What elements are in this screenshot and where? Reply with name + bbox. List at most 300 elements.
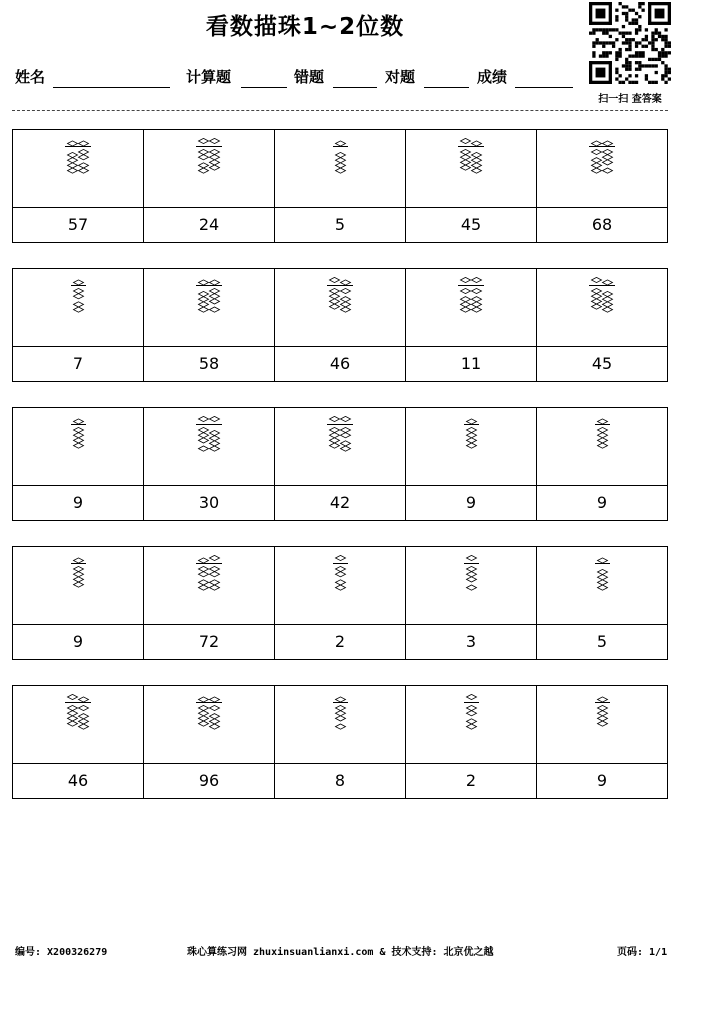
qr-module xyxy=(625,38,628,41)
qr-module xyxy=(651,32,654,35)
abacus-cell[interactable] xyxy=(406,269,537,347)
abacus-bead xyxy=(199,711,209,716)
qr-code xyxy=(585,2,675,84)
abacus-bead xyxy=(79,714,89,719)
qr-module xyxy=(612,28,615,31)
abacus-cell[interactable] xyxy=(144,269,275,347)
qr-module xyxy=(612,41,615,44)
abacus-bead xyxy=(466,566,476,571)
abacus-bead xyxy=(597,427,607,432)
qr-module xyxy=(638,64,641,67)
abacus-bead xyxy=(603,155,613,160)
qr-module xyxy=(632,18,635,21)
number-cell: 42 xyxy=(275,485,406,520)
qr-module xyxy=(619,51,622,54)
abacus-bead xyxy=(210,138,220,143)
abacus-icon xyxy=(325,277,355,313)
qr-module xyxy=(661,74,664,77)
qr-module xyxy=(658,54,661,57)
abacus-bead xyxy=(330,427,340,432)
abacus-icon xyxy=(462,694,481,730)
abacus-bead xyxy=(341,427,351,432)
abacus-bead xyxy=(199,302,209,307)
abacus-bead xyxy=(210,555,220,560)
abacus-bead xyxy=(597,569,607,574)
abacus-cell[interactable] xyxy=(13,408,144,486)
abacus-bead xyxy=(199,280,209,285)
qr-module xyxy=(664,45,667,48)
abacus-icon xyxy=(593,416,612,452)
abacus-bead xyxy=(199,721,209,726)
abacus-bead xyxy=(210,280,220,285)
abacus-cell[interactable] xyxy=(275,269,406,347)
qr-module xyxy=(645,74,648,77)
qr-module xyxy=(635,81,638,84)
abacus-bead xyxy=(199,163,209,168)
qr-module xyxy=(589,61,612,64)
qr-module xyxy=(648,64,651,67)
right-questions-blank[interactable] xyxy=(424,87,469,88)
abacus-bead xyxy=(73,438,83,443)
number-cell: 57 xyxy=(13,207,144,242)
abacus-bead xyxy=(210,572,220,577)
abacus-bead xyxy=(79,719,89,724)
abacus-bead xyxy=(603,168,613,173)
qr-module xyxy=(622,81,625,84)
abacus-bead xyxy=(199,697,209,702)
abacus-bead xyxy=(199,566,209,571)
qr-module xyxy=(632,81,635,84)
abacus-bead xyxy=(597,721,607,726)
abacus-bead xyxy=(466,719,476,724)
total-questions-label: 计算题 xyxy=(186,68,232,86)
abacus-cell[interactable] xyxy=(275,130,406,208)
qr-module xyxy=(638,2,641,5)
qr-module xyxy=(625,32,628,35)
abacus-cell[interactable] xyxy=(13,269,144,347)
qr-module xyxy=(605,28,608,31)
qr-module xyxy=(625,64,628,67)
qr-module xyxy=(628,74,631,77)
qr-module xyxy=(599,41,602,44)
qr-module xyxy=(622,32,625,35)
abacus-bead xyxy=(79,705,89,710)
abacus-cell[interactable] xyxy=(537,408,668,486)
number-cell: 58 xyxy=(144,346,275,381)
abacus-bead xyxy=(210,580,220,585)
qr-module xyxy=(638,28,641,31)
abacus-cell[interactable] xyxy=(537,130,668,208)
abacus-bead xyxy=(79,724,89,729)
abacus-cell[interactable] xyxy=(275,547,406,625)
abacus-bead xyxy=(210,165,220,170)
abacus-bead xyxy=(466,585,476,590)
abacus-bead xyxy=(199,416,209,421)
abacus-bead xyxy=(68,711,78,716)
abacus-bead xyxy=(330,416,340,421)
qr-module xyxy=(596,38,599,41)
score-label: 成绩 xyxy=(477,68,508,86)
qr-module xyxy=(664,74,667,77)
abacus-bead xyxy=(199,585,209,590)
abacus-icon xyxy=(587,138,617,174)
qr-module xyxy=(641,2,644,5)
number-cell: 5 xyxy=(275,207,406,242)
abacus-cell[interactable] xyxy=(275,408,406,486)
abacus-bead xyxy=(210,697,220,702)
abacus-bead xyxy=(597,558,607,563)
qr-module xyxy=(625,18,628,21)
qr-module xyxy=(658,58,661,61)
abacus-bead xyxy=(341,446,351,451)
qr-module xyxy=(641,54,644,57)
abacus-bead xyxy=(597,575,607,580)
abacus-bead xyxy=(466,572,476,577)
qr-module xyxy=(615,9,618,12)
qr-module xyxy=(625,48,628,51)
qr-module xyxy=(635,61,638,64)
abacus-cell[interactable] xyxy=(275,686,406,764)
qr-module xyxy=(622,5,625,8)
qr-module xyxy=(668,2,671,25)
abacus-icon xyxy=(63,138,93,174)
abacus-cell[interactable] xyxy=(13,547,144,625)
abacus-bead xyxy=(472,152,482,157)
abacus-icon xyxy=(69,555,88,591)
abacus-bead xyxy=(68,716,78,721)
qr-module xyxy=(658,35,661,38)
abacus-bead xyxy=(461,288,471,293)
abacus-bead xyxy=(592,277,602,282)
qr-module xyxy=(661,48,664,51)
qr-module xyxy=(589,81,612,84)
qr-module xyxy=(668,68,671,71)
abacus-cell[interactable] xyxy=(406,130,537,208)
qr-module xyxy=(635,45,638,48)
qr-module xyxy=(609,61,612,84)
abacus-cell[interactable] xyxy=(144,408,275,486)
qr-module xyxy=(641,64,644,67)
abacus-bead xyxy=(461,138,471,143)
qr-module xyxy=(645,38,648,41)
abacus-bead xyxy=(472,163,482,168)
abacus-bead xyxy=(597,419,607,424)
abacus-bead xyxy=(335,716,345,721)
wrong-questions-label: 错题 xyxy=(294,68,325,86)
abacus-bead xyxy=(592,294,602,299)
number-cell: 9 xyxy=(406,485,537,520)
abacus-bead xyxy=(466,711,476,716)
abacus-bead xyxy=(466,724,476,729)
abacus-bead xyxy=(73,294,83,299)
qr-module xyxy=(622,35,625,38)
qr-module xyxy=(589,2,592,25)
qr-module xyxy=(655,64,658,67)
qr-module xyxy=(635,12,638,15)
qr-module xyxy=(605,54,608,57)
abacus-bead xyxy=(210,294,220,299)
qr-caption: 扫一扫 查答案 xyxy=(598,94,662,105)
abacus-cell[interactable] xyxy=(144,130,275,208)
qr-module xyxy=(628,48,631,51)
qr-module xyxy=(619,74,622,77)
abacus-cell[interactable] xyxy=(406,686,537,764)
abacus-bead xyxy=(466,694,476,699)
qr-module xyxy=(648,41,651,44)
qr-module xyxy=(609,41,612,44)
abacus-cell[interactable] xyxy=(406,408,537,486)
qr-module xyxy=(668,41,671,44)
qr-module xyxy=(661,35,664,38)
abacus-bead xyxy=(592,168,602,173)
qr-module xyxy=(589,22,612,25)
abacus-bead xyxy=(330,438,340,443)
abacus-bead xyxy=(210,585,220,590)
qr-module xyxy=(661,77,664,80)
qr-module xyxy=(635,68,638,71)
qr-module xyxy=(628,68,631,71)
qr-module xyxy=(635,32,638,35)
abacus-cell[interactable] xyxy=(537,269,668,347)
abacus-bead xyxy=(592,149,602,154)
qr-module xyxy=(651,81,654,84)
abacus-bead xyxy=(199,558,209,563)
qr-module xyxy=(661,38,664,41)
abacus-bead xyxy=(341,433,351,438)
qr-module xyxy=(635,41,638,44)
qr-module xyxy=(664,71,667,74)
qr-module xyxy=(596,68,606,78)
abacus-bead xyxy=(73,577,83,582)
abacus-bead xyxy=(199,572,209,577)
abacus-bead xyxy=(592,304,602,309)
qr-module xyxy=(635,51,638,54)
abacus-cell[interactable] xyxy=(144,686,275,764)
qr-module xyxy=(619,2,622,5)
abacus-bead xyxy=(466,438,476,443)
qr-module xyxy=(615,28,618,31)
abacus-bead xyxy=(210,160,220,165)
abacus-bead xyxy=(79,141,89,146)
abacus-bead xyxy=(592,141,602,146)
qr-module xyxy=(602,41,605,44)
qr-module xyxy=(625,77,628,80)
qr-module xyxy=(625,68,628,71)
abacus-bead xyxy=(592,163,602,168)
student-info-row xyxy=(15,66,585,88)
qr-module xyxy=(648,22,671,25)
qr-module xyxy=(619,32,622,35)
qr-module xyxy=(628,45,631,48)
abacus-bead xyxy=(210,416,220,421)
qr-module xyxy=(658,32,661,35)
qr-module xyxy=(625,15,628,18)
name-label: 姓名 xyxy=(15,68,46,86)
abacus-bead xyxy=(461,307,471,312)
qr-module xyxy=(599,28,602,31)
abacus-bead xyxy=(603,149,613,154)
number-cell: 7 xyxy=(13,346,144,381)
qr-module xyxy=(628,81,631,84)
abacus-bead xyxy=(597,705,607,710)
abacus-bead xyxy=(79,149,89,154)
abacus-bead xyxy=(603,160,613,165)
abacus-bead xyxy=(341,441,351,446)
abacus-bead xyxy=(461,277,471,282)
abacus-bead xyxy=(330,299,340,304)
abacus-bead xyxy=(341,280,351,285)
qr-module xyxy=(628,41,631,44)
number-cell: 9 xyxy=(13,485,144,520)
qr-module xyxy=(635,54,638,57)
abacus-bead xyxy=(472,288,482,293)
exercise-grid xyxy=(12,129,668,243)
abacus-bead xyxy=(603,291,613,296)
abacus-bead xyxy=(335,724,345,729)
qr-module xyxy=(592,51,595,54)
qr-module xyxy=(648,2,651,25)
qr-module xyxy=(651,38,654,41)
qr-module xyxy=(664,38,667,41)
abacus-bead xyxy=(597,711,607,716)
qr-module xyxy=(638,51,641,54)
qr-module xyxy=(655,38,658,41)
qr-module xyxy=(651,48,654,51)
qr-module xyxy=(592,32,595,35)
abacus-bead xyxy=(73,288,83,293)
abacus-cell[interactable] xyxy=(537,686,668,764)
abacus-cell[interactable] xyxy=(13,130,144,208)
abacus-bead xyxy=(592,299,602,304)
abacus-bead xyxy=(199,433,209,438)
abacus-bead xyxy=(330,443,340,448)
abacus-bead xyxy=(199,149,209,154)
qr-module xyxy=(658,51,661,54)
number-cell: 46 xyxy=(13,763,144,798)
abacus-bead xyxy=(335,572,345,577)
qr-module xyxy=(655,81,658,84)
abacus-cell[interactable] xyxy=(537,547,668,625)
abacus-icon xyxy=(194,694,224,730)
abacus-bead xyxy=(199,446,209,451)
qr-module xyxy=(638,61,641,64)
abacus-bead xyxy=(597,585,607,590)
abacus-bead xyxy=(199,168,209,173)
qr-module xyxy=(602,54,605,57)
qr-module xyxy=(655,48,658,51)
score-blank[interactable] xyxy=(515,87,573,88)
qr-module xyxy=(615,71,618,74)
qr-module xyxy=(592,45,595,48)
qr-module xyxy=(645,45,648,48)
number-cell: 45 xyxy=(537,346,668,381)
abacus-bead xyxy=(73,280,83,285)
abacus-bead xyxy=(330,294,340,299)
qr-module xyxy=(615,58,618,61)
footer-site: 珠心算练习网 zhuxinsuanlianxi.com & 技术支持: 北京优之越 xyxy=(187,947,494,958)
qr-module xyxy=(648,58,651,61)
abacus-bead xyxy=(330,304,340,309)
abacus-bead xyxy=(472,277,482,282)
abacus-bead xyxy=(335,711,345,716)
abacus-cell[interactable] xyxy=(13,686,144,764)
abacus-bead xyxy=(461,155,471,160)
qr-module xyxy=(641,45,644,48)
qr-module xyxy=(664,81,667,84)
qr-module xyxy=(668,77,671,80)
abacus-bead xyxy=(210,441,220,446)
qr-module xyxy=(651,35,654,38)
footer-code: 编号: X200326279 xyxy=(15,947,108,958)
qr-module xyxy=(589,2,612,5)
qr-module xyxy=(622,41,625,44)
qr-module xyxy=(664,41,667,44)
abacus-bead xyxy=(199,155,209,160)
abacus-bead xyxy=(199,580,209,585)
abacus-bead xyxy=(592,288,602,293)
abacus-bead xyxy=(210,436,220,441)
abacus-bead xyxy=(210,288,220,293)
qr-module xyxy=(596,9,606,19)
qr-module xyxy=(625,12,628,15)
abacus-bead xyxy=(341,307,351,312)
abacus-bead xyxy=(597,580,607,585)
abacus-bead xyxy=(597,443,607,448)
abacus-icon xyxy=(194,138,224,174)
qr-module xyxy=(632,22,635,25)
abacus-bead xyxy=(472,158,482,163)
qr-module xyxy=(641,9,644,12)
qr-module xyxy=(638,68,641,71)
wrong-questions-blank[interactable] xyxy=(333,87,377,88)
qr-module xyxy=(655,9,665,19)
qr-module xyxy=(668,45,671,48)
abacus-bead xyxy=(603,302,613,307)
abacus-bead xyxy=(466,433,476,438)
abacus-bead xyxy=(210,719,220,724)
abacus-bead xyxy=(335,705,345,710)
abacus-bead xyxy=(466,427,476,432)
name-blank[interactable] xyxy=(53,87,170,88)
qr-module xyxy=(651,45,654,48)
abacus-icon xyxy=(325,416,355,452)
qr-module xyxy=(605,32,608,35)
qr-module xyxy=(625,61,628,64)
abacus-bead xyxy=(68,721,78,726)
qr-module xyxy=(664,54,667,57)
abacus-bead xyxy=(210,155,220,160)
qr-module xyxy=(635,18,638,21)
abacus-cell[interactable] xyxy=(406,547,537,625)
qr-module xyxy=(651,58,654,61)
qr-module xyxy=(655,32,658,35)
total-questions-blank[interactable] xyxy=(241,87,287,88)
abacus-bead xyxy=(73,558,83,563)
abacus-cell[interactable] xyxy=(144,547,275,625)
qr-module xyxy=(664,64,667,67)
abacus-icon xyxy=(194,277,224,313)
abacus-bead xyxy=(335,585,345,590)
qr-module xyxy=(602,51,605,54)
exercise-grid xyxy=(12,268,668,382)
number-cell: 2 xyxy=(406,763,537,798)
abacus-bead xyxy=(210,430,220,435)
qr-module xyxy=(641,51,644,54)
qr-module xyxy=(615,18,618,21)
qr-module xyxy=(625,41,628,44)
abacus-bead xyxy=(335,580,345,585)
abacus-bead xyxy=(199,297,209,302)
